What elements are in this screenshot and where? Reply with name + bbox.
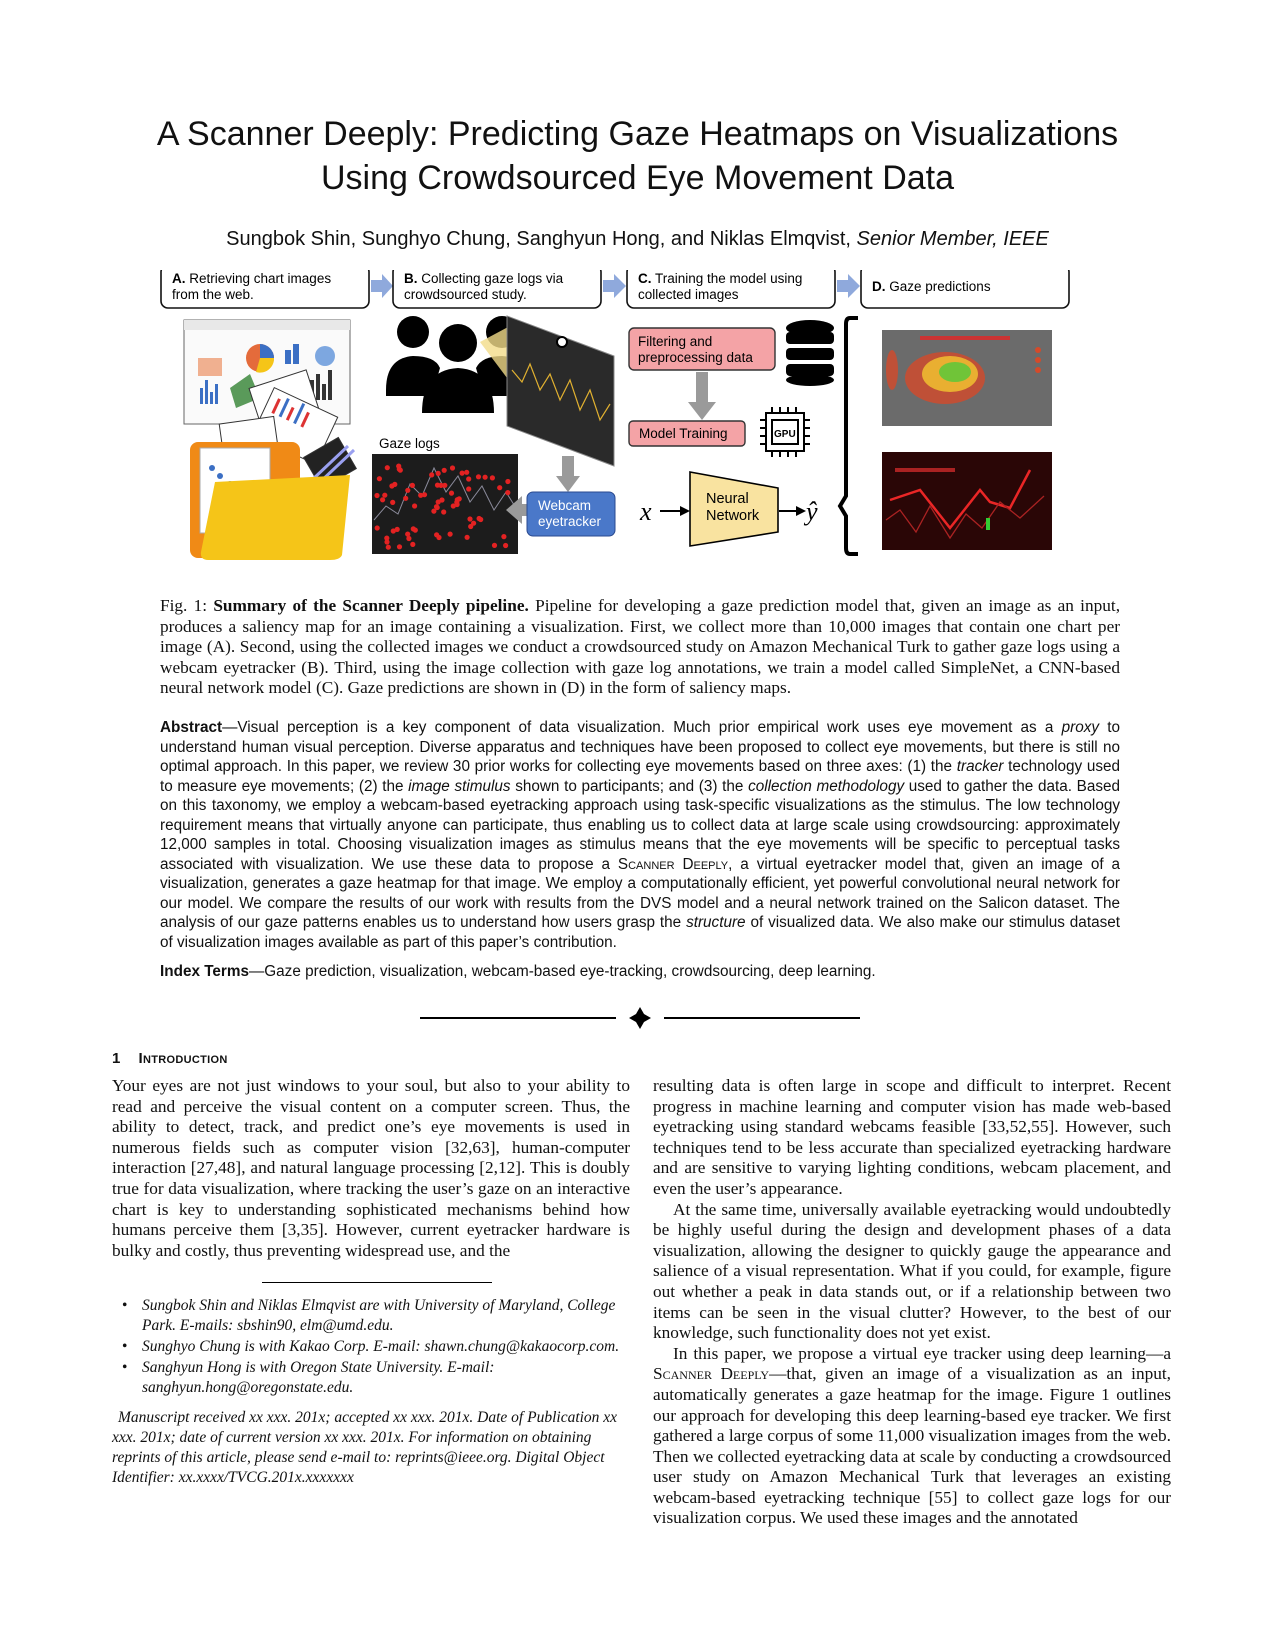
gaze-point — [467, 516, 472, 521]
gaze-point — [476, 474, 481, 479]
gaze-point — [497, 485, 502, 490]
footnotes — [112, 1296, 634, 1488]
nn-line2: Network — [706, 508, 760, 524]
section-number: 1 — [112, 1050, 121, 1067]
gaze-point — [418, 493, 423, 498]
gaze-point — [466, 476, 471, 481]
gaze-point — [471, 521, 476, 526]
gaze-point — [374, 493, 379, 498]
gaze-log-plot — [372, 454, 518, 554]
abstract-emph: tracker — [956, 758, 1004, 775]
gaze-point — [375, 525, 380, 530]
gaze-point — [403, 496, 408, 501]
gaze-point — [442, 468, 447, 473]
stage-d-line1: Gaze predictions — [889, 279, 991, 294]
author-names: Sungbok Shin, Sunghyo Chung, Sanghyun Hong, and Niklas Elmqvist, — [226, 228, 851, 250]
intro-paragraph — [653, 1344, 1171, 1529]
abstract-smallcaps: Scanner Deeply — [617, 855, 729, 873]
abstract-emph: collection methodology — [748, 777, 905, 795]
filter-line2: preprocessing data — [638, 350, 753, 365]
gaze-point — [439, 497, 444, 502]
intro-text: In this paper, we propose a virtual eye tracker using deep learning—a — [673, 1343, 1171, 1363]
paper-title — [100, 112, 1175, 200]
svg-text:D. Gaze predictions — [872, 279, 991, 294]
right-column — [653, 1076, 1171, 1529]
stage-d-letter: D. — [872, 279, 886, 294]
gaze-point — [505, 490, 510, 495]
figure-caption — [160, 596, 1120, 699]
index-terms — [160, 963, 1120, 981]
intro-paragraph: At the same time, universally available eyetracking would undoubtedly be highly useful during the design and development phases of a data visualization, allowing the designer to quickly gauge the appearance and salience of a visual representation. What if you could, for example, figure out whether a peak in data stands out, or if a relationship between two items can be seen in the visual clutter? However, to the best of our knowledge, such functionality does not yet exist. — [653, 1199, 1171, 1343]
stage-a-line2: from the web. — [172, 287, 254, 302]
model-training-box — [629, 421, 745, 446]
abstract-emph: structure — [686, 914, 746, 931]
abstract-text: of visualized data. We also make our stimulus dataset of visualization images available as part of this paper’s contribution. — [160, 914, 1120, 951]
abstract-text: —Visual perception is a key component of data visualization. Much prior empirical work uses eye movement as a — [222, 719, 1062, 736]
model-training-label: Model Training — [639, 426, 728, 441]
gaze-point — [505, 479, 510, 484]
gaze-point — [448, 532, 453, 537]
intro-paragraph: resulting data is often large in scope and difficult to interpret. Recent progress in machine learning and computer vision has made web-based eyetracking using standard webcams feasible [33,52,55]. However, such techniques tend to be less accurate than specialized eyetracking hardware and are sensitive to varying lighting conditions, webcam placement, and even the user’s appearance. — [653, 1076, 1171, 1198]
pipeline-figure — [160, 270, 1130, 590]
footnote-item: • Sungbok Shin and Niklas Elmqvist are with University of Maryland, College Park. E-mails: sbshin90, elm@umd.edu. — [134, 1296, 634, 1336]
gaze-point — [492, 543, 497, 548]
gpu-icon — [760, 407, 810, 457]
gaze-point — [386, 545, 391, 550]
abstract — [160, 718, 1120, 952]
abstract-text: technology used to measure eye movements; (2) the — [160, 758, 1120, 795]
gaze-point — [405, 488, 410, 493]
abstract-label: Abstract — [160, 719, 223, 736]
intro-smallcaps: Scanner Deeply — [653, 1364, 770, 1384]
stage-a-line1: Retrieving chart images — [189, 271, 332, 286]
stage-c-line2: collected images — [638, 287, 739, 302]
gaze-point — [460, 471, 465, 476]
gaze-point — [406, 536, 411, 541]
gaze-point — [429, 472, 434, 477]
output-bracket — [840, 318, 858, 554]
stage-c-letter: C. — [638, 271, 652, 286]
caption-title: Summary of the Scanner Deeply pipeline. — [213, 596, 529, 615]
gaze-point — [377, 476, 382, 481]
gaze-point — [450, 465, 455, 470]
gaze-point — [384, 539, 389, 544]
gpu-label: GPU — [774, 429, 796, 440]
gaze-point — [503, 543, 508, 548]
section-title: Introduction — [138, 1050, 228, 1067]
manuscript-note: Manuscript received xx xxx. 201x; accepted xx xxx. 201x. Date of Publication xx xxx. 201x; date of current version xx xxx. 201x. For information on obtaining reprints of this article, please send e-mail to: reprints@ieee.org. Digital Object Identifier: xx.xxxx/TVCG.201x.xxxxxxx — [112, 1409, 618, 1486]
gaze-point — [380, 497, 385, 502]
index-terms-text: —Gaze prediction, visualization, webcam-based eye-tracking, crowdsourcing, deep learning. — [248, 963, 876, 980]
gaze-point — [436, 535, 441, 540]
intro-paragraph: Your eyes are not just windows to your soul, but also to your ability to read and perceive the visual content on a computer screen. Thus, the ability to detect, track, and predict one’s eye movements is used in numerous fields such as computer vision [32,63], human-computer interaction [27,48], and natural language processing [2,12]. This is doubly true for data visualization, where tracking the user’s gaze on an interactive chart is key to understanding sophisticated mechanisms behind how humans perceive them [3,35]. However, current eyetracker hardware is bulky and costly, thus preventing widespread use, and the — [112, 1076, 630, 1260]
stage-a-letter: A. — [172, 271, 186, 286]
gaze-point — [483, 475, 488, 480]
gaze-prediction-2 — [882, 452, 1052, 550]
section-divider — [420, 1005, 860, 1031]
arrow-a-b — [371, 274, 393, 298]
svg-text:B. Collecting gaze logs via — [404, 271, 564, 286]
abstract-emph: image stimulus — [408, 777, 511, 795]
arrow-filter-training — [688, 372, 716, 420]
webcam-line2: eyetracker — [538, 514, 602, 529]
gaze-point — [441, 509, 446, 514]
footnote-item: • Sanghyun Hong is with Oregon State University. E-mail: sanghyun.hong@oregonstate.edu. — [134, 1358, 634, 1398]
stage-b-box — [393, 270, 601, 308]
neural-network-box — [690, 472, 778, 546]
author-membership: Senior Member, IEEE — [856, 228, 1049, 250]
abstract-text: , a virtual eyetracker model that, given an image of a visualization, generates a gaze heatmap for that image. We employ a computationally efficient, yet powerful convolutional neural network for our model. We compare the results of our work with results from the DVS model and a neural network trained on the Salicon dataset. The analysis of our gaze patterns enables us to understand how users grasp the — [160, 855, 1120, 931]
gaze-point — [449, 491, 454, 496]
caption-text: Pipeline for developing a gaze prediction model that, given an image as an input, produces a saliency map for an image containing a visualization. First, we collect more than 10,000 images that contain one chart per image (A). Second, using the collected images we conduct a crowdsourced study on Amazon Mechanical Turk to gather gaze logs using a webcam eyetracker (B). Third, using the image collection with gaze log annotations, we train a model called SimpleNet, a CNN-based neural network model (C). Gaze predictions are shown in (D) in the form of saliency maps. — [160, 596, 1121, 697]
footnote-item: • Sunghyo Chung is with Kakao Corp. E-mail: shawn.chung@kakaocorp.com. — [134, 1337, 634, 1357]
filter-line1: Filtering and — [638, 334, 713, 349]
gaze-point — [477, 516, 482, 521]
gaze-point — [411, 526, 416, 531]
author-line — [100, 228, 1175, 251]
abstract-text: shown to participants; and (3) the — [510, 777, 749, 795]
gaze-logs-label: Gaze logs — [379, 436, 440, 451]
title-line-2: Using Crowdsourced Eye Movement Data — [320, 159, 955, 197]
intro-text: —that, given an image of a visualization as an input, automatically generates a gaze heatmap for the image. Figure 1 outlines our approach for developing this deep learning-based eye tracker. We first gathered a large corpus of some 11,000 visualization images from the web. Then we collected eyetracking data at scale by conducting a crowdsourced user study on Amazon Mechanical Turk that leverages an existing webcam-based eyetracking technique [55] to collect gaze logs for our visualization corpus. We used these images and the annotated — [653, 1364, 1171, 1528]
arrow-c-d — [837, 274, 860, 298]
gaze-point — [392, 482, 397, 487]
gaze-point — [431, 509, 436, 514]
output-y-symbol: ŷ — [806, 497, 818, 526]
gaze-point — [385, 465, 390, 470]
gaze-point — [501, 534, 506, 539]
stage-b-line2: crowdsourced study. — [404, 287, 527, 302]
gaze-point — [412, 503, 417, 508]
gaze-point — [410, 483, 415, 488]
arrow-x-nn — [660, 506, 690, 516]
gaze-point — [382, 493, 387, 498]
gaze-point — [434, 504, 439, 509]
arrow-screen-webcam — [556, 456, 580, 492]
gaze-point — [410, 542, 415, 547]
section-heading — [112, 1050, 228, 1067]
svg-text:C. Training the model using — [638, 271, 802, 286]
gaze-point — [465, 535, 470, 540]
left-column — [112, 1076, 630, 1261]
nn-line1: Neural — [706, 491, 749, 507]
filtering-box — [629, 328, 775, 370]
gaze-point — [405, 532, 410, 537]
stimulus-screen — [507, 316, 614, 466]
svg-text:A. Retrieving chart images — [172, 271, 331, 286]
gaze-point — [390, 500, 395, 505]
stage-a-box — [161, 270, 369, 308]
stage-b-line1: Collecting gaze logs via — [421, 271, 564, 286]
gaze-point — [438, 483, 443, 488]
arrow-b-c — [603, 274, 626, 298]
gaze-point — [490, 475, 495, 480]
gaze-point — [396, 464, 401, 469]
abstract-text: to understand human visual perception. Diverse apparatus and techniques have been proposed to collect eye movements, but there is still no optimal approach. In this paper, we review 30 prior works for collecting eye movements based on three axes: (1) the — [160, 719, 1120, 775]
stage-d-box — [861, 270, 1069, 308]
gaze-point — [455, 502, 460, 507]
gaze-point — [397, 544, 402, 549]
gaze-point — [436, 471, 441, 476]
footnote-rule — [262, 1282, 492, 1283]
webcam-line1: Webcam — [538, 498, 592, 513]
title-line-1: A Scanner Deeply: Predicting Gaze Heatmaps on Visualizations — [156, 115, 1119, 153]
gaze-prediction-1 — [882, 330, 1052, 426]
gaze-point — [466, 486, 471, 491]
abstract-emph: proxy — [1061, 719, 1100, 736]
arrow-nn-y — [779, 506, 806, 516]
input-x-symbol: x — [640, 497, 652, 526]
database-icon — [786, 320, 834, 386]
gaze-point — [464, 470, 469, 475]
caption-label: Fig. 1: — [160, 596, 208, 615]
abstract-text: used to gather the data. Based on this taxonomy, we employ a webcam-based eyetracking approach using task-specific visualizations as the stimulus. The low technology requirement means that virtually anyone can participate, thus enabling us to collect data at large scale using crowdsourcing: approximately 12,000 samples in total. Choosing visualization images as stimulus means that the eye movements will be specific to perceptual tasks associated with visualization. We use these data to propose a — [160, 777, 1120, 873]
stage-b-letter: B. — [404, 271, 418, 286]
stage-c-box — [627, 270, 835, 308]
stage-c-line1: Training the model using — [655, 271, 803, 286]
index-terms-label: Index Terms — [160, 963, 249, 980]
webcam-eyetracker-box — [527, 492, 615, 536]
gaze-point — [391, 528, 396, 533]
